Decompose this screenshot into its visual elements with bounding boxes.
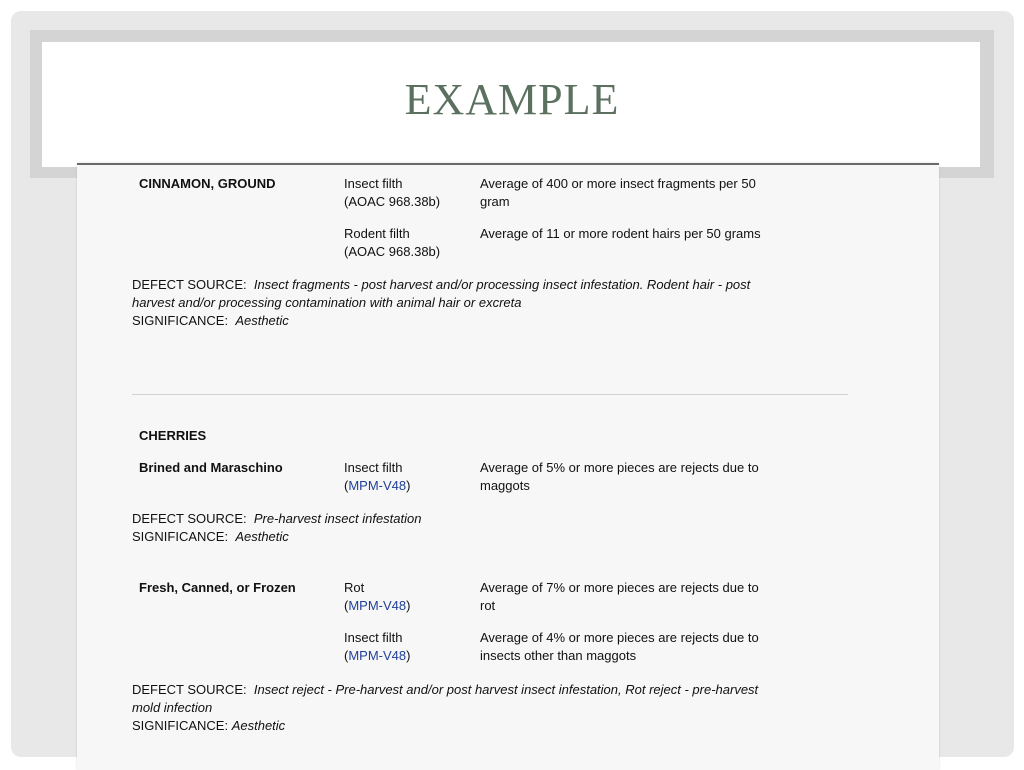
method-label: Insect filth: [344, 630, 403, 645]
product-name-cherries: CHERRIES: [139, 428, 207, 443]
paren-close: ): [406, 478, 411, 493]
action-level-text: maggots: [480, 478, 530, 493]
document-screenshot: [77, 163, 939, 770]
method-label: Insect filth: [344, 460, 403, 475]
mpm-v48-link[interactable]: MPM-V48: [348, 598, 407, 613]
defect-source: [132, 510, 421, 528]
product-name-brined: Brined and Maraschino: [139, 460, 283, 475]
action-level-text: Average of 4% or more pieces are rejects due to: [480, 630, 759, 645]
defect-source-value: Insect reject - Pre-harvest and/or post harvest insect infestation, Rot reject - pre-harvest: [253, 682, 759, 697]
significance: [132, 312, 289, 330]
method-reference: [344, 597, 410, 615]
section-divider: [132, 394, 848, 395]
defect-source: [132, 276, 750, 294]
defect-source-value: Pre-harvest insect infestation: [253, 511, 422, 526]
defect-source-value: Insect fragments - post harvest and/or processing insect infestation. Rodent hair - post: [253, 277, 751, 292]
product-name-fresh: Fresh, Canned, or Frozen: [139, 580, 296, 595]
mpm-v48-link[interactable]: MPM-V48: [348, 478, 407, 493]
method-reference: (AOAC 968.38b): [344, 244, 441, 259]
mpm-v48-link[interactable]: MPM-V48: [348, 648, 407, 663]
action-level-text: gram: [480, 194, 510, 209]
defect-source-label: DEFECT SOURCE:: [132, 277, 247, 292]
significance: [132, 528, 289, 546]
method-reference: [344, 477, 410, 495]
method-label: Rodent filth: [344, 226, 410, 241]
action-level-text: insects other than maggots: [480, 648, 637, 663]
significance-label: SIGNIFICANCE:: [132, 529, 229, 544]
paren-open: (: [344, 598, 349, 613]
method-reference: (AOAC 968.38b): [344, 194, 441, 209]
significance-value: Aesthetic: [235, 529, 289, 544]
defect-source-value: mold infection: [132, 700, 213, 715]
significance-label: SIGNIFICANCE:: [132, 718, 229, 733]
product-name-cinnamon: CINNAMON, GROUND: [139, 176, 276, 191]
paren-close: ): [406, 648, 411, 663]
paren-open: (: [344, 648, 349, 663]
significance-value: Aesthetic: [235, 313, 289, 328]
method-reference: [344, 647, 410, 665]
action-level-text: rot: [480, 598, 496, 613]
method-label: Insect filth: [344, 176, 403, 191]
paren-open: (: [344, 478, 349, 493]
action-level-text: Average of 7% or more pieces are rejects due to: [480, 580, 759, 595]
action-level-text: Average of 400 or more insect fragments per 50: [480, 176, 756, 191]
action-level-text: Average of 5% or more pieces are rejects due to: [480, 460, 759, 475]
paren-close: ): [406, 598, 411, 613]
defect-source-value: harvest and/or processing contamination with animal hair or excreta: [132, 295, 522, 310]
method-label: Rot: [344, 580, 365, 595]
significance: [132, 717, 285, 735]
defect-source-label: DEFECT SOURCE:: [132, 682, 247, 697]
defect-source-label: DEFECT SOURCE:: [132, 511, 247, 526]
significance-value: Aesthetic: [231, 718, 286, 733]
action-level-text: Average of 11 or more rodent hairs per 50 grams: [480, 226, 761, 241]
slide-title: EXAMPLE: [404, 75, 620, 124]
defect-source: [132, 681, 758, 699]
significance-label: SIGNIFICANCE:: [132, 313, 229, 328]
